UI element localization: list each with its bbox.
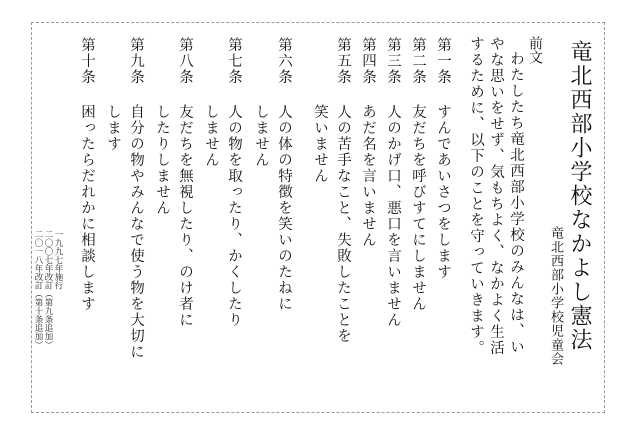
preface-line: するために、以下のことを守っていきます。 — [468, 36, 484, 356]
preface-heading: 前文 — [527, 36, 543, 64]
article-text: すんであいさつをします — [435, 104, 451, 280]
article-label: 第八条 — [177, 37, 193, 85]
document-title: 竜北西部小学校なかよし憲法 — [567, 40, 592, 352]
article-text: 友だちを呼びすてにしません — [410, 104, 426, 312]
article-text: 笑いません — [312, 104, 328, 184]
preface-line: わたしたち竜北西部小学校のみんなは、い — [508, 51, 524, 355]
article-label: 第十条 — [79, 37, 95, 85]
article-text: 人の体の特徴を笑いのたねに — [276, 104, 292, 312]
article-text: 自分の物やみんなで使う物を大切に — [128, 104, 144, 360]
article-text: 人の苦手なこと、失敗したことを — [335, 104, 351, 344]
article-label: 第九条 — [128, 37, 144, 85]
revision-note: 二〇〇七年改訂（第九条追加） — [43, 230, 53, 349]
article-label: 第六条 — [276, 37, 292, 85]
article-text: あだ名を言いません — [360, 104, 376, 248]
revision-note: 二〇一八年改訂（第十条追加） — [33, 230, 43, 349]
article-label: 第三条 — [385, 37, 401, 85]
article-text: しません — [203, 104, 219, 168]
article-text: 人の物を取ったり、かくしたり — [226, 104, 242, 328]
article-label: 第一条 — [435, 37, 451, 85]
article-text: 友だちを無視したり、のけ者に — [177, 104, 193, 328]
preface-line: やな思いをせず、気もちよく、なかよく生活 — [488, 36, 504, 356]
preface — [466, 36, 544, 356]
article-label: 第四条 — [360, 37, 376, 85]
document-author: 竜北西部小学校児童会 — [548, 226, 563, 366]
article-text: したりしません — [154, 104, 170, 216]
article-text: します — [105, 104, 121, 152]
revision-note: 一九九七年施行 — [53, 230, 63, 290]
article-text: 人のかげ口、悪口を言いません — [385, 104, 401, 328]
article-label: 第五条 — [335, 37, 351, 85]
article-text: しません — [253, 104, 269, 168]
article-label: 第七条 — [226, 37, 242, 85]
revision-notes — [33, 230, 63, 349]
article-text: 困ったらだれかに相談します — [79, 104, 95, 312]
article-label: 第二条 — [410, 37, 426, 85]
